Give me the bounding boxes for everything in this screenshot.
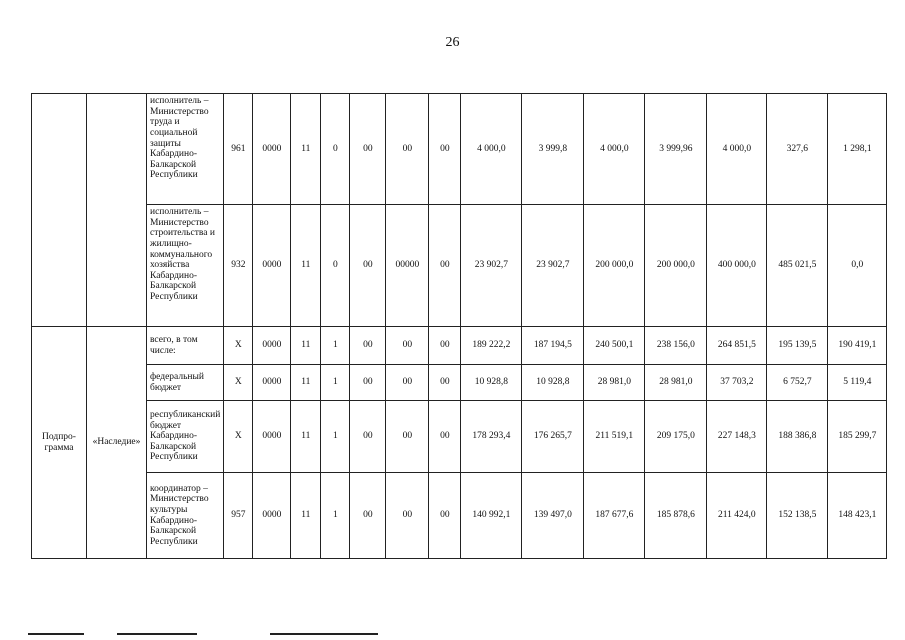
code-cell: 0000 — [253, 401, 291, 473]
footer-rule — [117, 633, 197, 635]
value-cell: 190 419,1 — [828, 327, 887, 365]
code-cell: Х — [224, 327, 253, 365]
value-cell: 200 000,0 — [645, 205, 707, 327]
value-cell: 176 265,7 — [522, 401, 584, 473]
value-cell: 140 992,1 — [461, 473, 522, 559]
value-cell: 185 878,6 — [645, 473, 707, 559]
code-cell: 00 — [386, 365, 429, 401]
value-cell: 139 497,0 — [522, 473, 584, 559]
value-cell: 189 222,2 — [461, 327, 522, 365]
code-cell: 0 — [321, 94, 350, 205]
code-cell: 11 — [291, 94, 321, 205]
code-cell: 00 — [386, 401, 429, 473]
row-description: федеральный бюджет — [147, 365, 224, 401]
value-cell: 3 999,8 — [522, 94, 584, 205]
code-cell: 00 — [429, 365, 461, 401]
value-cell: 485 021,5 — [767, 205, 828, 327]
table-row — [32, 401, 887, 473]
code-cell: 00 — [350, 327, 386, 365]
subprogram-name: «Наследие» — [87, 327, 147, 559]
value-cell: 4 000,0 — [707, 94, 767, 205]
value-cell: 187 194,5 — [522, 327, 584, 365]
value-cell: 152 138,5 — [767, 473, 828, 559]
value-cell: 4 000,0 — [584, 94, 645, 205]
code-cell: 0000 — [253, 327, 291, 365]
value-cell: 188 386,8 — [767, 401, 828, 473]
footer-rule — [28, 633, 84, 635]
table-row — [32, 327, 887, 365]
value-cell: 3 999,96 — [645, 94, 707, 205]
value-cell: 178 293,4 — [461, 401, 522, 473]
value-cell: 4 000,0 — [461, 94, 522, 205]
value-cell: 211 424,0 — [707, 473, 767, 559]
footer-rule — [270, 633, 378, 635]
value-cell: 5 119,4 — [828, 365, 887, 401]
code-cell: 00 — [350, 365, 386, 401]
table-row — [32, 94, 887, 205]
value-cell: 23 902,7 — [522, 205, 584, 327]
table-row — [32, 365, 887, 401]
blank-cell — [87, 94, 147, 327]
value-cell: 187 677,6 — [584, 473, 645, 559]
code-cell: 0000 — [253, 473, 291, 559]
value-cell: 400 000,0 — [707, 205, 767, 327]
code-cell: 0000 — [253, 205, 291, 327]
subprogram-label: Подпро-грамма — [32, 327, 87, 559]
table-row — [32, 473, 887, 559]
code-cell: 00 — [429, 473, 461, 559]
value-cell: 195 139,5 — [767, 327, 828, 365]
code-cell: 00 — [429, 205, 461, 327]
code-cell: 00 — [386, 327, 429, 365]
value-cell: 264 851,5 — [707, 327, 767, 365]
code-cell: 0000 — [253, 365, 291, 401]
code-cell: 11 — [291, 401, 321, 473]
value-cell: 28 981,0 — [584, 365, 645, 401]
value-cell: 211 519,1 — [584, 401, 645, 473]
code-cell: 11 — [291, 365, 321, 401]
value-cell: 28 981,0 — [645, 365, 707, 401]
code-cell: 932 — [224, 205, 253, 327]
code-cell: 0 — [321, 205, 350, 327]
value-cell: 148 423,1 — [828, 473, 887, 559]
code-cell: 1 — [321, 473, 350, 559]
value-cell: 240 500,1 — [584, 327, 645, 365]
code-cell: 961 — [224, 94, 253, 205]
row-description: исполнитель – Министерство строительства и жилищно-коммунального хозяйства Кабардино-Балкарской Республики — [147, 205, 224, 327]
code-cell: 11 — [291, 205, 321, 327]
value-cell: 0,0 — [828, 205, 887, 327]
value-cell: 1 298,1 — [828, 94, 887, 205]
code-cell: 00 — [350, 94, 386, 205]
code-cell: Х — [224, 365, 253, 401]
value-cell: 10 928,8 — [461, 365, 522, 401]
value-cell: 10 928,8 — [522, 365, 584, 401]
value-cell: 37 703,2 — [707, 365, 767, 401]
row-description: координатор – Министерство культуры Кабардино-Балкарской Республики — [147, 473, 224, 559]
page-number: 26 — [445, 35, 460, 50]
code-cell: 00000 — [386, 205, 429, 327]
code-cell: Х — [224, 401, 253, 473]
code-cell: 00 — [429, 327, 461, 365]
code-cell: 00 — [386, 473, 429, 559]
code-cell: 0000 — [253, 94, 291, 205]
value-cell: 238 156,0 — [645, 327, 707, 365]
value-cell: 227 148,3 — [707, 401, 767, 473]
code-cell: 00 — [429, 401, 461, 473]
value-cell: 23 902,7 — [461, 205, 522, 327]
blank-cell — [32, 94, 87, 327]
code-cell: 1 — [321, 327, 350, 365]
code-cell: 00 — [350, 205, 386, 327]
value-cell: 209 175,0 — [645, 401, 707, 473]
code-cell: 00 — [429, 94, 461, 205]
value-cell: 6 752,7 — [767, 365, 828, 401]
budget-table — [31, 93, 887, 559]
row-description: республиканский бюджет Кабардино-Балкарской Республики — [147, 401, 224, 473]
code-cell: 1 — [321, 401, 350, 473]
code-cell: 00 — [386, 94, 429, 205]
code-cell: 11 — [291, 473, 321, 559]
code-cell: 00 — [350, 473, 386, 559]
row-description: всего, в том числе: — [147, 327, 224, 365]
code-cell: 11 — [291, 327, 321, 365]
value-cell: 185 299,7 — [828, 401, 887, 473]
value-cell: 327,6 — [767, 94, 828, 205]
code-cell: 1 — [321, 365, 350, 401]
table-row — [32, 205, 887, 327]
code-cell: 00 — [350, 401, 386, 473]
code-cell: 957 — [224, 473, 253, 559]
value-cell: 200 000,0 — [584, 205, 645, 327]
row-description: исполнитель – Министерство труда и социальной защиты Кабардино-Балкарской Республики — [147, 94, 224, 205]
